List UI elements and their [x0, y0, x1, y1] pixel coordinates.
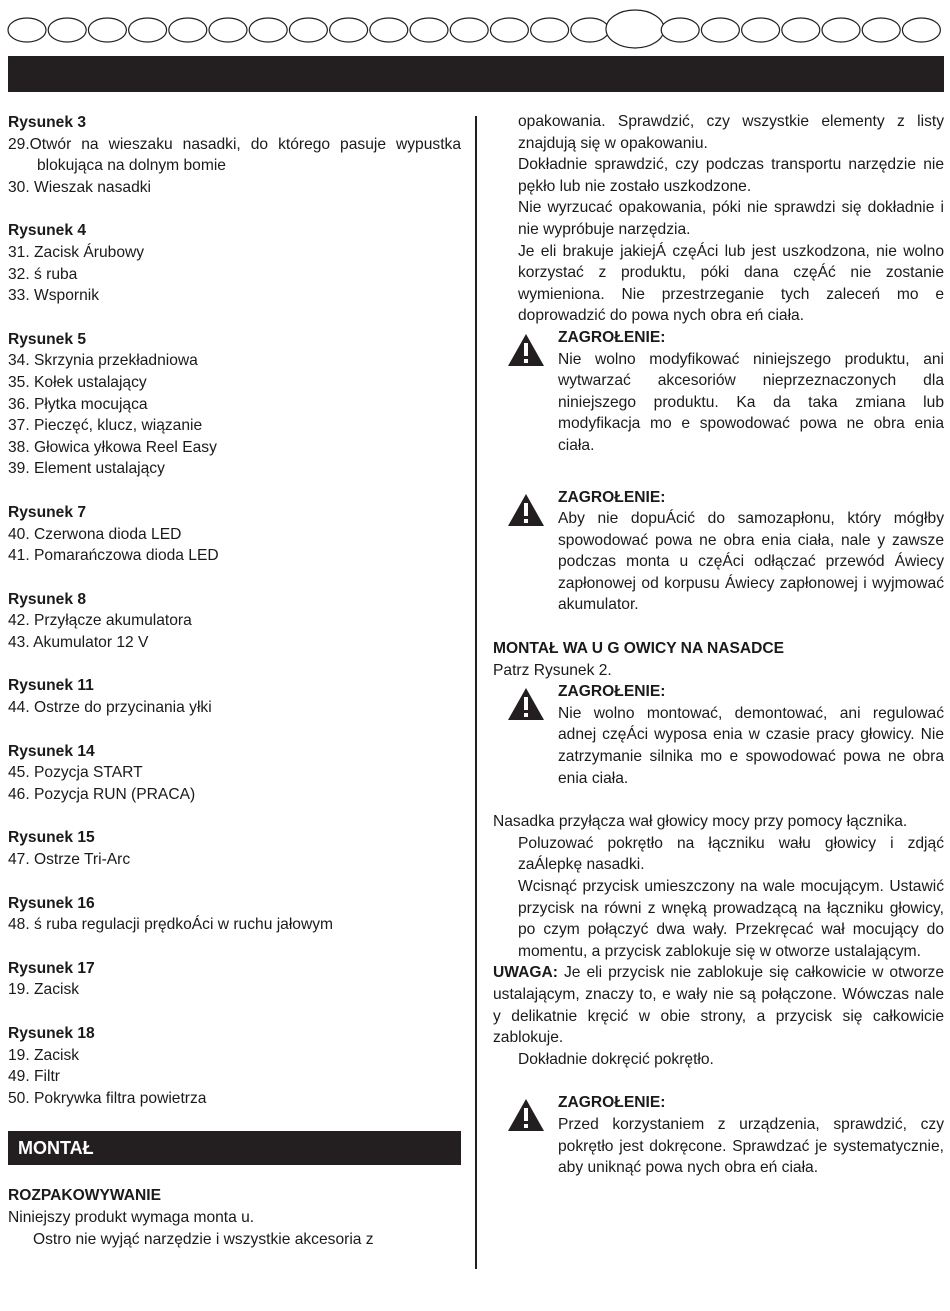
warning-icon	[507, 1098, 545, 1132]
figure-title: Rysunek 17	[8, 959, 95, 977]
figure-title: Rysunek 15	[8, 829, 95, 847]
page-oval	[209, 18, 247, 42]
figure-legend	[8, 827, 461, 870]
figure-legend	[8, 958, 461, 1001]
warning-text: Przed korzystaniem z urządzenia, sprawdzić, czy pokrętło jest dokręcone. Sprawdzać je systematycznie, aby uniknąć powa nych obra eń ciała.	[558, 1115, 944, 1177]
figure-title: Rysunek 14	[8, 742, 95, 760]
warning-heading: ZAGROŁENIE:	[558, 328, 666, 346]
figure-legend	[8, 589, 461, 654]
warning-block	[493, 681, 944, 789]
legend-item: 33. Wspornik	[8, 287, 99, 305]
legend-item: 44. Ostrze do przycinania yłki	[8, 699, 212, 717]
legend-item: 49. Filtr	[8, 1068, 60, 1086]
legend-item: 19. Zacisk	[8, 981, 80, 999]
figure-legend	[8, 220, 461, 306]
legend-item: 29.Otwór na wieszaku nasadki, do którego pasuje wypustka blokująca na dolnym bomie	[8, 135, 461, 175]
legend-item: 32. ś ruba	[8, 265, 78, 283]
warning-block	[493, 487, 944, 617]
paragraph: Niniejszy produkt wymaga monta u.	[8, 1208, 255, 1226]
figure-legend	[8, 329, 461, 480]
legend-item: 43. Akumulator 12 V	[8, 633, 149, 651]
paragraph: Nasadka przyłącza wał głowicy mocy przy pomocy łącznika.	[493, 813, 908, 831]
page-oval	[531, 18, 569, 42]
figure-title: Rysunek 7	[8, 503, 87, 521]
legend-item: 30. Wieszak nasadki	[8, 178, 152, 196]
legend-item: 41. Pomarańczowa dioda LED	[8, 547, 219, 565]
page-oval	[862, 18, 900, 42]
warning-heading: ZAGROŁENIE:	[558, 1094, 666, 1112]
column-divider	[475, 116, 477, 1269]
section-heading: MONTAŁ WA U G OWICY NA NASADCE	[493, 640, 785, 658]
legend-item: 47. Ostrze Tri-Arc	[8, 851, 131, 869]
legend-item: 50. Pokrywka filtra powietrza	[8, 1089, 207, 1107]
figure-title: Rysunek 3	[8, 114, 87, 131]
legend-item: 38. Głowica yłkowa Reel Easy	[8, 438, 217, 456]
paragraph: Poluzować pokrętło na łączniku wału głowicy i zdjąć zaÁlepkę nasadki.	[518, 834, 944, 874]
legend-item: 45. Pozycja START	[8, 764, 143, 782]
left-column	[8, 112, 461, 1250]
section-title-montaz: MONTAŁ	[8, 1131, 461, 1165]
legend-item: 48. ś ruba regulacji prędkoÁci w ruchu jałowym	[8, 916, 334, 934]
page-oval	[782, 18, 820, 42]
page-oval	[8, 18, 46, 42]
paragraph: Patrz Rysunek 2.	[493, 661, 612, 679]
page-oval	[48, 18, 86, 42]
page-oval	[88, 18, 126, 42]
page-oval	[661, 18, 699, 42]
paragraph: Ostro nie wyjąć narzędzie i wszystkie akcesoria z	[33, 1230, 374, 1248]
warning-text: Nie wolno montować, demontować, ani regulować adnej częÁci wyposa enia w czasie pracy głowicy. Nie zatrzymanie silnika mo e spowodować powa ne obra enia ciała.	[558, 704, 944, 787]
warning-block	[493, 327, 944, 457]
page-oval	[571, 18, 609, 42]
subheading-unpacking: ROZPAKOWYWANIE	[8, 1187, 162, 1205]
paragraph: opakowania. Sprawdzić, czy wszystkie elementy z listy znajdują się w opakowaniu.	[518, 113, 944, 152]
figure-title: Rysunek 18	[8, 1025, 95, 1042]
page-oval	[450, 18, 488, 42]
paragraph: Je eli brakuje jakiejÁ częÁci lub jest uszkodzona, nie wolno korzystać z produktu, póki dana częÁć nie zostanie wymieniona. Nie przestrzeganie tych zaleceń mo e doprowadzić do powa nych obra eń ciała.	[518, 242, 944, 325]
figure-title: Rysunek 11	[8, 677, 94, 695]
header-bar	[8, 56, 944, 92]
legend-item: 36. Płytka mocująca	[8, 395, 148, 413]
figure-legend	[8, 893, 461, 936]
figure-title: Rysunek 8	[8, 590, 87, 608]
paragraph: Dokładnie dokręcić pokrętło.	[518, 1050, 714, 1068]
page-oval	[169, 18, 207, 42]
warning-heading: ZAGROŁENIE:	[558, 488, 666, 506]
page-oval	[902, 18, 940, 42]
warning-icon	[507, 687, 545, 721]
figure-legend	[8, 675, 461, 718]
page-oval	[490, 18, 528, 42]
legend-item: 46. Pozycja RUN (PRACA)	[8, 785, 196, 803]
page-oval	[822, 18, 860, 42]
legend-item: 31. Zacisk Árubowy	[8, 243, 145, 261]
legend-item: 34. Skrzynia przekładniowa	[8, 352, 198, 370]
right-column	[493, 111, 944, 1179]
legend-item: 40. Czerwona dioda LED	[8, 525, 182, 543]
page-oval	[742, 18, 780, 42]
note-paragraph	[493, 962, 944, 1048]
note-label: UWAGA:	[493, 964, 558, 982]
figure-legend	[8, 741, 461, 806]
warning-text: Aby nie dopuÁcić do samozapłonu, który mógłby spowodować powa ne obra enia ciała, nale y zawsze podczas monta u częÁci odłączać przewód Áwiecy zapłonowej od korpusu Áwiecy zapłonowej i wyjmować akumulator.	[558, 510, 944, 614]
warning-block	[493, 1092, 944, 1178]
legend-item: 19. Zacisk	[8, 1046, 80, 1064]
figure-title: Rysunek 16	[8, 894, 95, 912]
figure-title: Rysunek 5	[8, 330, 87, 348]
legend-item: 39. Element ustalający	[8, 460, 165, 478]
paragraph: Nie wyrzucać opakowania, póki nie sprawdzi się dokładnie i nie wypróbuje narzędzia.	[518, 199, 944, 238]
warning-icon	[507, 493, 545, 527]
figure-title: Rysunek 4	[8, 222, 87, 240]
page-oval	[701, 18, 739, 42]
figure-legend	[8, 502, 461, 567]
legend-item: 37. Pieczęć, klucz, wiązanie	[8, 417, 203, 435]
note-text: Je eli przycisk nie zablokuje się całkowicie w otworze ustalającym, znaczy to, e wały nie są połączone. Wówczas nale y delikatnie kręcić w obie strony, a przycisk się całkowicie zablokuje.	[493, 964, 944, 1047]
page-oval	[289, 18, 327, 42]
figure-legend	[8, 112, 461, 198]
warning-text: Nie wolno modyfikować niniejszego produktu, ani wytwarzać akcesoriów nieprzeznaczonych dla niniejszego produktu. Ka da taka zmiana lub modyfikacja mo e spowodować powa ne obra enia ciała.	[558, 350, 944, 454]
page-oval	[370, 18, 408, 42]
current-page-oval	[606, 10, 664, 48]
paragraph: Wcisnąć przycisk umieszczony na wale mocującym. Ustawić przycisk na równi z wnęką prowadzącą na łączniku głowicy, po czym połączyć dwa wały. Przekręcać wał mocujący do momentu, a przycisk zablokuje się w otworze ustalającym.	[518, 878, 944, 960]
warning-icon	[507, 333, 545, 367]
warning-heading: ZAGROŁENIE:	[558, 683, 666, 701]
page-oval	[249, 18, 287, 42]
page-oval	[330, 18, 368, 42]
page-oval	[129, 18, 167, 42]
legend-item: 35. Kołek ustalający	[8, 373, 147, 391]
page-oval	[410, 18, 448, 42]
figure-legend	[8, 1023, 461, 1109]
paragraph: Dokładnie sprawdzić, czy podczas transportu narzędzie nie pękło lub nie zostało uszkodzone.	[518, 156, 944, 195]
legend-item: 42. Przyłącze akumulatora	[8, 612, 192, 630]
page-tab-ovals	[0, 0, 950, 52]
figure-legend-list	[8, 112, 461, 1109]
